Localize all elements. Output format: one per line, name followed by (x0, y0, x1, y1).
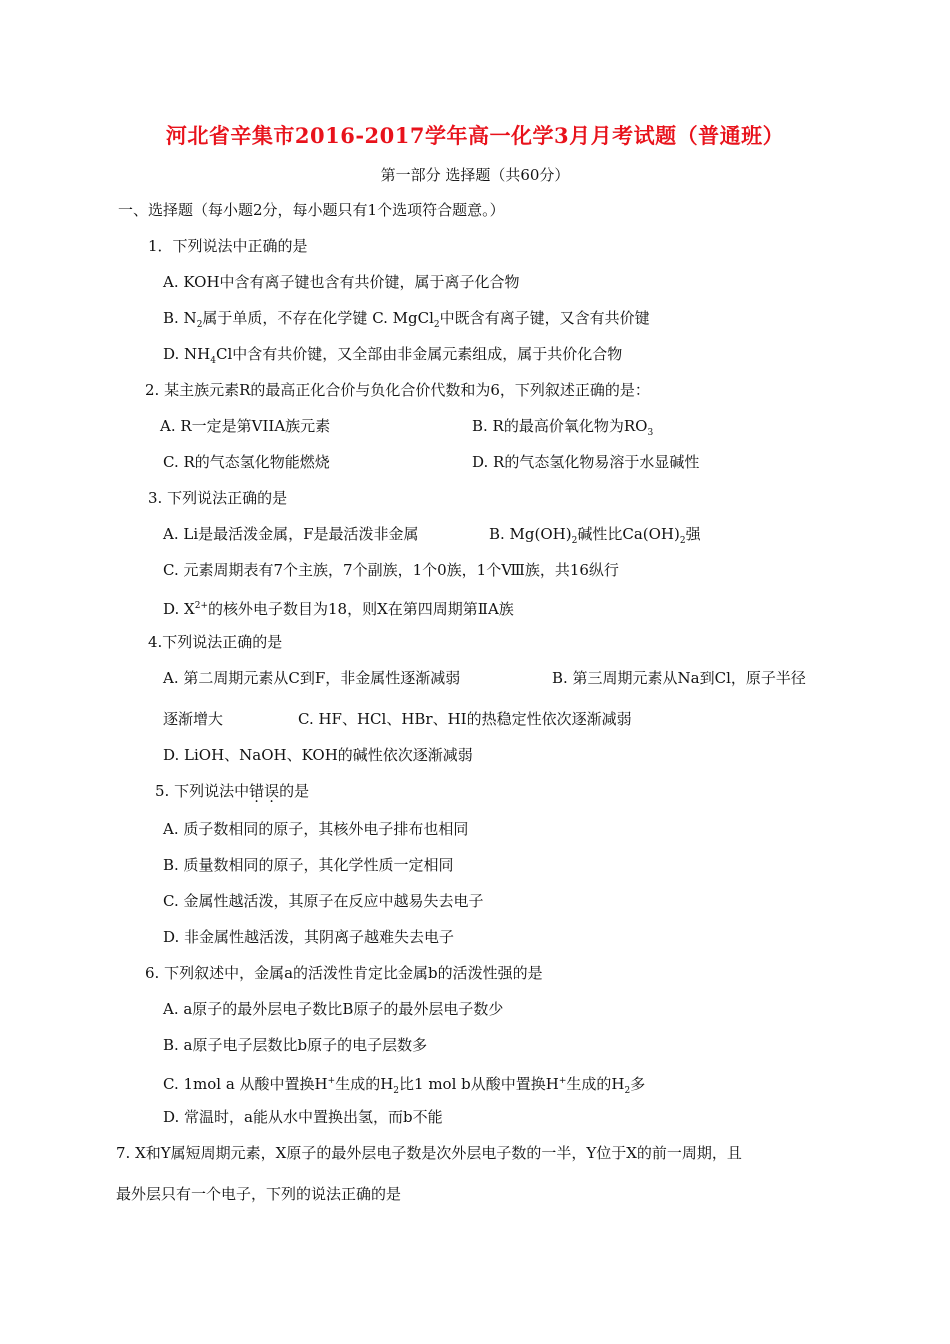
question-4-option-b-cont: 逐渐增大 (163, 710, 224, 728)
question-4-stem: 4.下列说法正确的是 (148, 633, 283, 651)
question-2-stem: 2. 某主族元素R的最高正化合价与负化合价代数和为6，下列叙述正确的是： (145, 381, 650, 399)
question-3-option-b: B. $Mg(OH)_2$碱性比$Ca(OH)_2$强 (489, 525, 701, 546)
question-4-option-a: A. 第二周期元素从C到F，非金属性逐渐减弱 (163, 669, 461, 687)
question-3-option-d: D. $X^{2+}$的核外电子数目为18，则X在第四周期第ⅡA族 (163, 600, 514, 618)
question-7-stem-cont: 最外层只有一个电子，下列的说法正确的是 (116, 1185, 402, 1203)
question-1-option-a: A. KOH中含有离子键也含有共价键，属于离子化合物 (163, 273, 520, 291)
question-6-option-c: C. 1mol a 从酸中置换H+生成的$H_2$比1 mol b从酸中置换H+生成的$H_2$多 (163, 1075, 646, 1096)
page-title: 河北省辛集市2016-2017学年高一化学3月月考试题（普通班） (165, 123, 785, 148)
question-2-option-d: D. R的气态氢化物易溶于水显碱性 (472, 453, 700, 471)
question-2-option-a: A. R一定是第VIIA族元素 (160, 417, 331, 435)
question-2-option-c: C. R的气态氢化物能燃烧 (163, 453, 330, 471)
question-5-option-c: C. 金属性越活泼，其原子在反应中越易失去电子 (163, 892, 484, 910)
section-subtitle: 第一部分 选择题（共60分） (380, 166, 570, 184)
question-3-stem: 3. 下列说法正确的是 (148, 489, 288, 507)
question-2-option-b: B. R的最高价氧化物为$RO_3$ (472, 417, 654, 438)
question-1-option-d: D. $NH_4Cl$中含有共价键，又全部由非金属元素组成，属于共价化合物 (163, 345, 623, 366)
question-4-option-d: D. LiOH、NaOH、KOH的碱性依次逐渐减弱 (163, 746, 473, 764)
question-7-stem: 7. X和Y属短周期元素，X原子的最外层电子数是次外层电子数的一半，Y位于X的前一周期，且 (116, 1144, 742, 1162)
question-6-option-a: A. a原子的最外层电子数比B原子的最外层电子数少 (163, 1000, 504, 1018)
question-5-option-a: A. 质子数相同的原子，其核外电子排布也相同 (163, 820, 469, 838)
question-1-option-b-c: B. $N_2$属于单质，不存在化学键 C. MgCl$_2$中既含有离子键，又含有共价键 (163, 309, 650, 330)
question-6-stem: 6. 下列叙述中，金属a的活泼性肯定比金属b的活泼性强的是 (145, 964, 543, 982)
question-5-stem: 5. 下列说法中错误的是 (155, 782, 310, 800)
question-6-option-b: B. a原子电子层数比b原子的电子层数多 (163, 1036, 428, 1054)
question-4-option-c: C. HF、HCl、HBr、HI的热稳定性依次逐渐减弱 (298, 710, 632, 728)
question-4-option-b: B. 第三周期元素从Na到Cl，原子半径 (552, 669, 806, 687)
question-3-option-c: C. 元素周期表有7个主族，7个副族，1个0族，1个Ⅷ族，共16纵行 (163, 561, 619, 579)
section-heading: 一、选择题（每小题2分，每小题只有1个选项符合题意。） (118, 201, 505, 219)
question-5-option-b: B. 质量数相同的原子，其化学性质一定相同 (163, 856, 454, 874)
question-6-option-d: D. 常温时，a能从水中置换出氢，而b不能 (163, 1108, 443, 1126)
question-1-stem: 1．下列说法中正确的是 (148, 237, 308, 255)
question-5-option-d: D. 非金属性越活泼，其阴离子越难失去电子 (163, 928, 455, 946)
question-3-option-a: A. Li是最活泼金属，F是最活泼非金属 (163, 525, 419, 543)
